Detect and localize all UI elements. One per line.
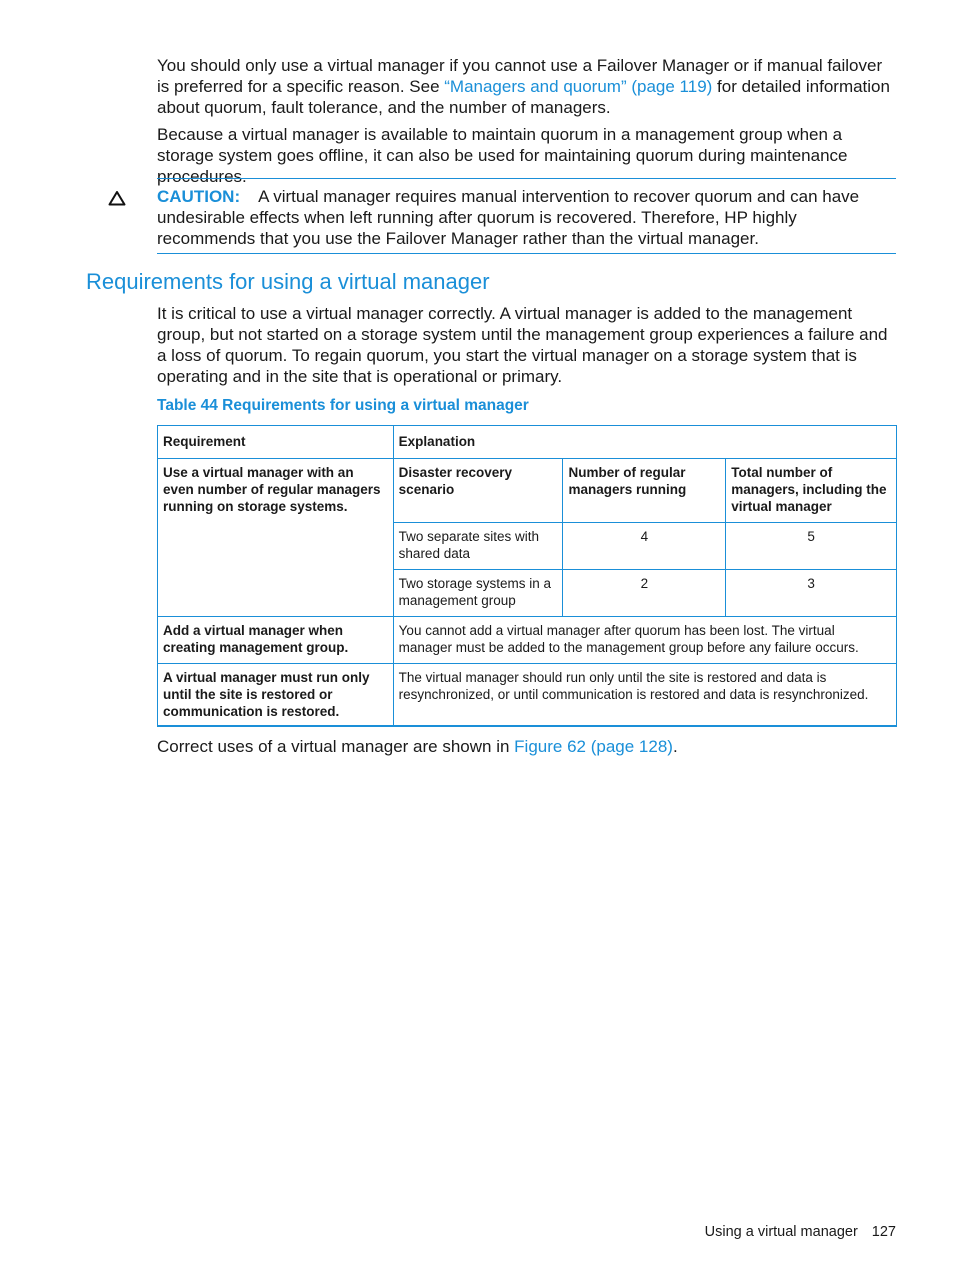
table-row xyxy=(158,664,897,727)
caution-label: CAUTION: xyxy=(157,187,241,206)
caution-icon xyxy=(108,190,126,206)
scenario-cell: Two storage systems in a management group xyxy=(393,570,563,617)
table-row xyxy=(158,617,897,664)
subheader-total-managers: Total number of managers, including the virtual manager xyxy=(726,459,897,523)
total-managers-cell: 3 xyxy=(726,570,897,617)
intro-paragraph-1: You should only use a virtual manager if you cannot use a Failover Manager or if manual failover is preferred for a specific reason. See “Managers and quorum” (page 119) for detailed information about quorum, fault tolerance, and the number of managers. xyxy=(157,56,890,117)
requirement-cell: Add a virtual manager when creating management group. xyxy=(158,617,394,664)
explanation-cell: The virtual manager should run only until the site is restored and data is resynchronized, or until communication is restored and data is resynchronized. xyxy=(393,664,896,727)
header-explanation: Explanation xyxy=(393,426,896,459)
caution-box xyxy=(157,178,896,254)
table-header-row xyxy=(158,426,897,459)
managers-quorum-link[interactable]: “Managers and quorum” (page 119) xyxy=(444,77,713,96)
total-managers-cell: 5 xyxy=(726,523,897,570)
scenario-cell: Two separate sites with shared data xyxy=(393,523,563,570)
page-footer xyxy=(705,1223,896,1241)
closing-paragraph: Correct uses of a virtual manager are shown in Figure 62 (page 128). xyxy=(157,737,678,756)
requirement-cell: A virtual manager must run only until the site is restored or communication is restored. xyxy=(158,664,394,727)
caution-text: A virtual manager requires manual intervention to recover quorum and can have undesirable effects when left running after quorum is recovered. Therefore, HP highly recommends that you use the Failover Manager rather than the virtual manager. xyxy=(157,187,860,248)
subheader-scenario: Disaster recovery scenario xyxy=(393,459,563,523)
table-row xyxy=(158,459,897,523)
section-title: Requirements for using a virtual manager xyxy=(86,269,490,294)
regular-managers-cell: 4 xyxy=(563,523,726,570)
footer-chapter: Using a virtual manager xyxy=(704,1224,858,1240)
table-caption: Table 44 Requirements for using a virtual manager xyxy=(157,397,529,414)
requirement-cell: Use a virtual manager with an even number of regular managers running on storage systems. xyxy=(158,459,394,617)
intro-text xyxy=(157,55,897,187)
page-number: 127 xyxy=(871,1224,896,1240)
figure-62-link[interactable]: Figure 62 (page 128) xyxy=(514,737,673,756)
header-requirement: Requirement xyxy=(158,426,394,459)
section-paragraph: It is critical to use a virtual manager correctly. A virtual manager is added to the management group, but not started on a storage system until the management group experiences a failure and a loss of quorum. To regain quorum, you start the virtual manager on a storage system that is operating and in the site that is operational or primary. xyxy=(157,304,888,386)
requirements-table xyxy=(157,425,897,727)
intro-paragraph-2: Because a virtual manager is available to maintain quorum in a management group when a storage system goes offline, it can also be used for maintaining quorum during maintenance procedures. xyxy=(157,125,848,186)
subheader-regular-managers: Number of regular managers running xyxy=(563,459,726,523)
regular-managers-cell: 2 xyxy=(563,570,726,617)
explanation-cell: You cannot add a virtual manager after quorum has been lost. The virtual manager must be added to the management group before any failure occurs. xyxy=(393,617,896,664)
